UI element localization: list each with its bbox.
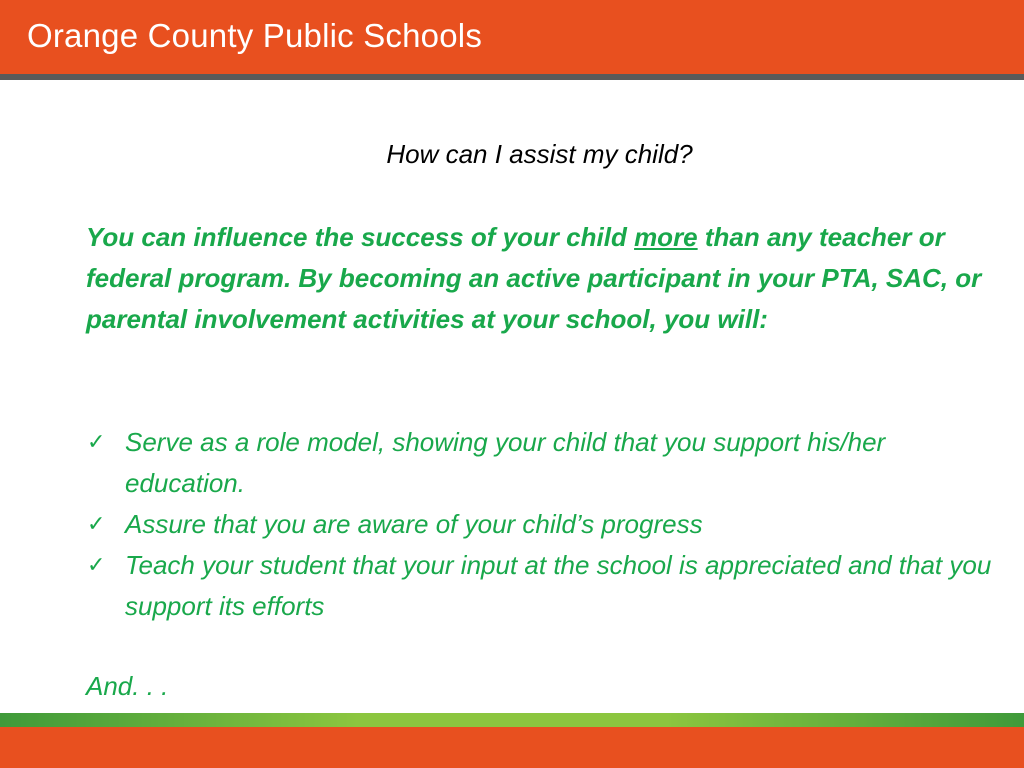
closing-text: And. . . [86, 671, 169, 701]
header-divider [0, 74, 1024, 80]
checkmark-icon: ✓ [87, 512, 106, 537]
intro-emphasis: more [634, 222, 698, 252]
list-item-text: Teach your student that your input at the school is appreciated and that you support its efforts [125, 550, 992, 621]
intro-text-start: You can influence the success of your child [86, 222, 635, 252]
footer-green-stripe [0, 713, 1024, 727]
header-title: Orange County Public Schools [27, 17, 483, 54]
intro-paragraph [86, 217, 991, 340]
checkmark-icon: ✓ [87, 553, 106, 578]
intro-text-end: than any teacher or federal program. By becoming an active participant in your PTA, SAC, or parental involvement activities at your school, you will: [86, 222, 982, 334]
header-bar [0, 0, 1024, 74]
list-item-text: Assure that you are aware of your child’s progress [125, 509, 703, 539]
list-item [86, 545, 1006, 627]
list-item [86, 422, 1006, 504]
benefits-list [86, 422, 1006, 627]
list-item-text: Serve as a role model, showing your child that you support his/her education. [125, 427, 886, 498]
footer-orange-bar [0, 727, 1024, 768]
checkmark-icon: ✓ [87, 430, 106, 455]
list-item [86, 504, 1006, 545]
question-heading: How can I assist my child? [386, 139, 693, 169]
